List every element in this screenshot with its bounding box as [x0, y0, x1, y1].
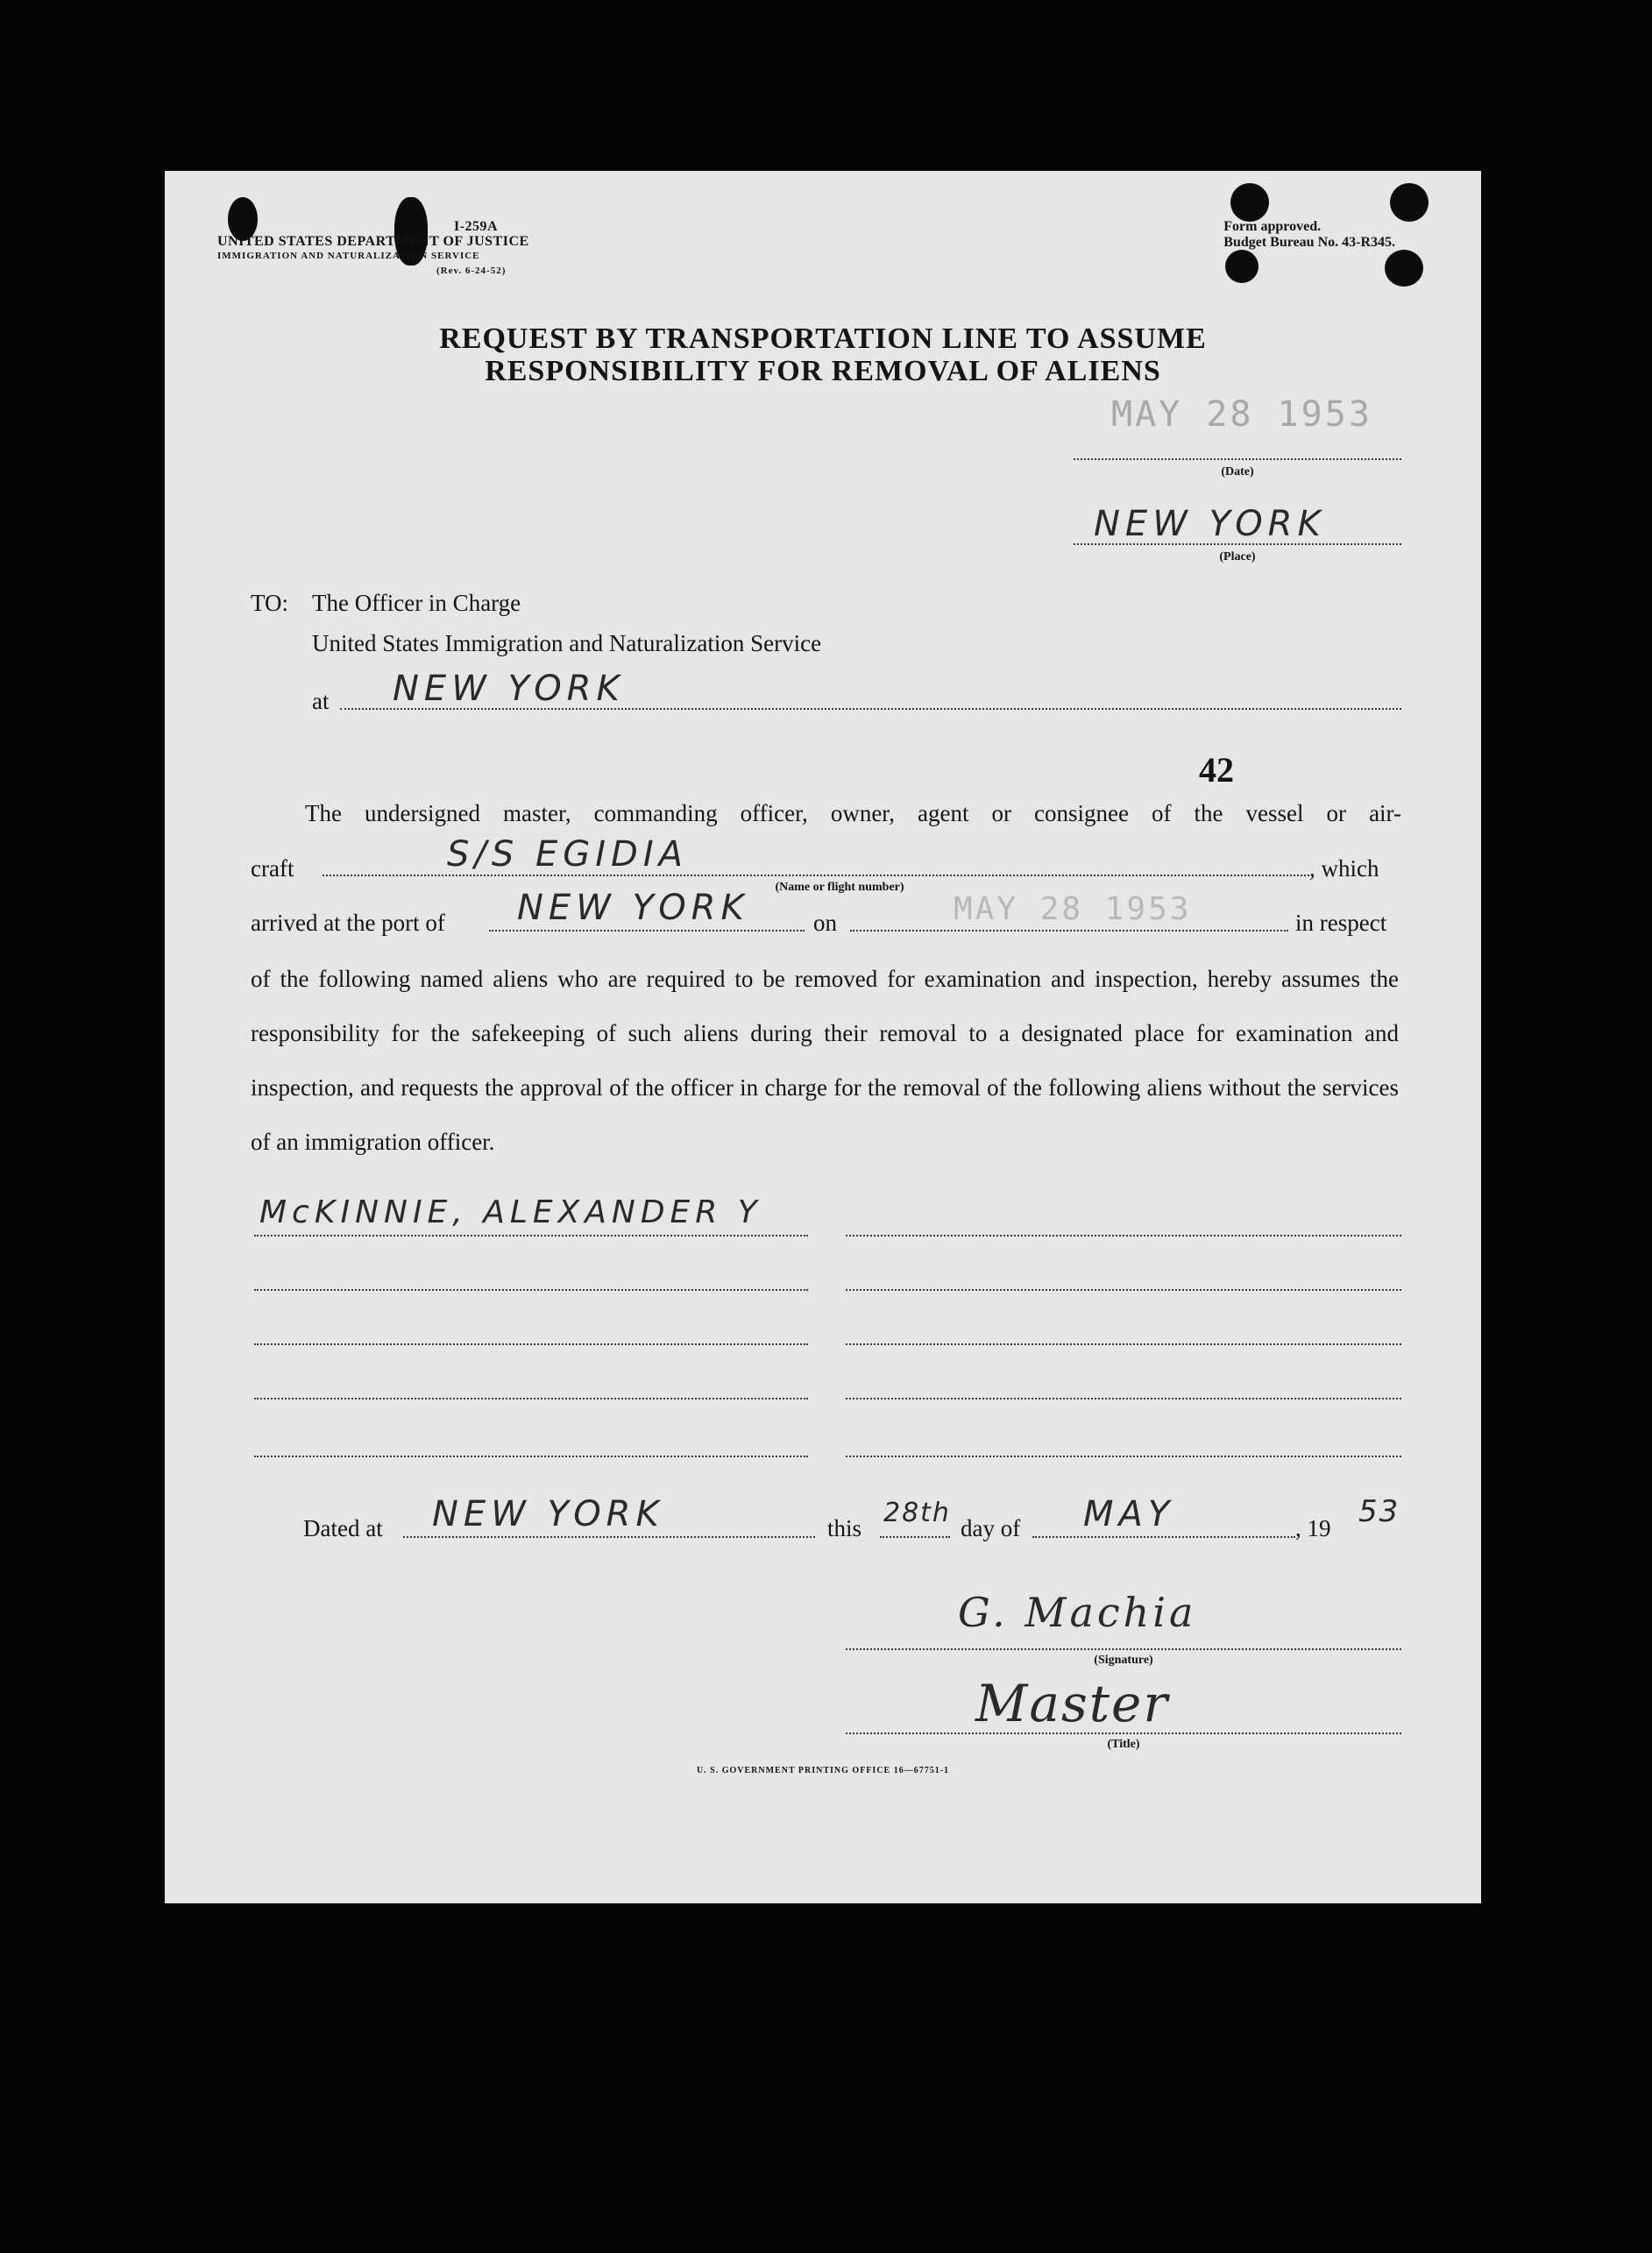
- title-line: [846, 1732, 1401, 1734]
- which-label: , which: [1309, 855, 1379, 882]
- date-label: (Date): [1221, 465, 1254, 478]
- addressee-line-1: The Officer in Charge: [312, 590, 521, 616]
- day-line: [880, 1536, 950, 1538]
- alien-line: [254, 1289, 808, 1291]
- form-approval: [1223, 219, 1395, 251]
- service-name: IMMIGRATION AND NATURALIZATION SERVICE: [217, 251, 480, 261]
- place-label: (Place): [1219, 550, 1256, 563]
- day-handwritten: 28th: [883, 1498, 951, 1528]
- respect-label: in respect: [1295, 910, 1387, 936]
- punch-hole: [1385, 250, 1423, 287]
- on-label: on: [813, 910, 837, 936]
- year-handwritten: 53: [1358, 1494, 1400, 1529]
- printing-office-footer: U. S. GOVERNMENT PRINTING OFFICE 16—67751-1: [696, 1766, 950, 1775]
- arrival-date-stamp: MAY 28 1953: [954, 891, 1192, 927]
- form-title-line-2: RESPONSIBILITY FOR REMOVAL OF ALIENS: [485, 355, 1161, 387]
- at-place-handwritten: NEW YORK: [393, 669, 625, 709]
- craft-label: craft: [251, 855, 294, 882]
- approval-line: Form approved.: [1223, 219, 1322, 234]
- alien-line: [846, 1398, 1401, 1399]
- budget-bureau-line: Budget Bureau No. 43-R345.: [1223, 235, 1395, 250]
- date-line: [1074, 458, 1401, 460]
- punch-hole: [1225, 250, 1258, 283]
- alien-line: [846, 1343, 1401, 1345]
- body-paragraph: of the following named aliens who are required to be removed for examination and inspection, hereby assumes the responsibility for the safekeeping of such aliens during their removal to a designated place for examination and inspection, and requests the approval of the officer in charge for the removal of the following aliens without the services of an immigration officer.: [251, 966, 1399, 1155]
- place-handwritten: NEW YORK: [1094, 504, 1326, 544]
- arrival-date-line: [850, 930, 1288, 932]
- signature-line: [846, 1648, 1401, 1650]
- alien-line: [254, 1343, 808, 1345]
- this-label: this: [827, 1515, 862, 1541]
- alien-line: [846, 1289, 1401, 1291]
- month-handwritten: MAY: [1083, 1494, 1175, 1534]
- alien-line: [254, 1235, 808, 1236]
- signature-label: (Signature): [1094, 1654, 1153, 1667]
- form-title-line-1: REQUEST BY TRANSPORTATION LINE TO ASSUME: [439, 322, 1207, 355]
- form-page: [165, 171, 1481, 1903]
- arrived-label: arrived at the port of: [251, 910, 445, 936]
- date-stamp: MAY 28 1953: [1111, 394, 1372, 435]
- title-label: (Title): [1107, 1738, 1140, 1751]
- at-label: at: [312, 688, 330, 714]
- day-of-label: day of: [961, 1515, 1021, 1541]
- year-prefix: , 19: [1295, 1515, 1331, 1541]
- alien-line: [254, 1398, 808, 1399]
- alien-name-handwritten: McKINNIE, ALEXANDER Y: [259, 1194, 762, 1230]
- title-handwritten: Master: [975, 1674, 1170, 1733]
- dated-place-line: [403, 1536, 815, 1538]
- port-handwritten: NEW YORK: [517, 888, 749, 928]
- at-line: [340, 708, 1401, 710]
- alien-line: [846, 1456, 1401, 1457]
- form-number: I-259A: [454, 219, 499, 234]
- vessel-line: [323, 875, 1309, 876]
- month-line: [1032, 1536, 1295, 1538]
- place-line: [1074, 543, 1401, 545]
- intro-text: The undersigned master, commanding officer, owner, agent or consignee of the vessel or air-: [305, 800, 1401, 826]
- to-label: TO:: [251, 590, 289, 616]
- department-name: UNITED STATES DEPARTMENT OF JUSTICE: [217, 234, 529, 249]
- revision-date: (Rev. 6-24-52): [436, 266, 507, 276]
- alien-line: [846, 1235, 1401, 1236]
- punch-hole: [1390, 183, 1429, 222]
- vessel-handwritten: S/S EGIDIA: [447, 834, 688, 875]
- alien-line: [254, 1456, 808, 1457]
- form-header-agency: [217, 219, 529, 279]
- dated-place-handwritten: NEW YORK: [432, 1494, 664, 1534]
- vessel-caption: (Name or flight number): [775, 881, 904, 894]
- punch-hole: [1230, 183, 1269, 222]
- signature-handwritten: G. Machia: [958, 1589, 1197, 1636]
- page-number: 42: [1199, 750, 1234, 790]
- dated-at-label: Dated at: [303, 1515, 383, 1541]
- addressee-line-2: United States Immigration and Naturalization Service: [312, 630, 822, 656]
- port-line: [489, 930, 805, 932]
